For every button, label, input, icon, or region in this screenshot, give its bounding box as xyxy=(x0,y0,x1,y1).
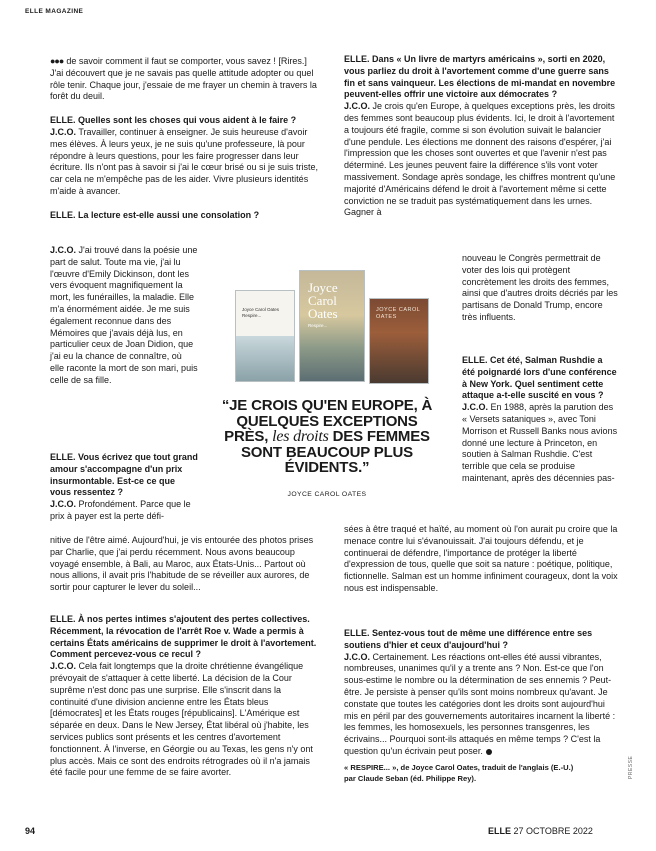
answer-2: J.C.O. J'ai trouvé dans la poésie une part de salut. Toute ma vie, j'ai lu l'œuvre d'Emily Dickinson, dont les vers évoquent magnifiquement la mort, les funérailles, la maladie. Elle m'a énormément aidée. Je me suis également reconnue dans des Mémoires que j'avais déjà lus, en particulier ceux de Joan Didion, que j'ai eu la chance de connaître, où elle raconte la mort de son mari, puis celle de sa fille. xyxy=(50,245,198,385)
page-number: 94 xyxy=(25,826,36,836)
question-3: ELLE. Vous écrivez que tout grand amour s'accompagne d'un prix insurmontable. Est-ce ce que vous ressentez ? J.C.O. Profondément. Parce que le prix à payer est la perte défi- xyxy=(50,452,198,521)
right-column xyxy=(344,54,618,219)
answer-6-continued: sées à être traqué et haïté, au moment où l'on aurait pu croire que la menace contre lui s'évanouissait. J'ai toujours défendu, et je continuerai de défendre, l'importance de protéger la liberté d'expression de tous, quelle que soit sa nature : poétique, politique, fictionnelle. Salman est un homme infiniment courageux, dont la voix nous est indispensable. xyxy=(344,524,618,593)
left-column xyxy=(50,56,322,222)
magazine-header: ELLE MAGAZINE xyxy=(25,8,84,15)
question-5: ELLE. Dans « Un livre de martyrs américains », sorti en 2020, vous parliez du droit à l'avortement comme d'une guerre sans fin et sans vainqueur. Les élections de mi-mandat en novembre peuvent-elles offrir une victoire aux démocrates ? xyxy=(344,54,616,100)
question-4: ELLE. À nos pertes intimes s'ajoutent des pertes collectives. Récemment, la révocation de l'arrêt Roe v. Wade a permis à certains États américains de supprimer le droit à l'avortement. Comment percevez-vous ce recul ? J.C.O. Cela fait longtemps que la droite chrétienne évangélique prévoyait de s'attaquer à cette liberté. La décision de la Cour suprême n'est donc pas une surprise. Elle s'inscrit dans la continuité d'une division ancienne entre les États bleus [démocrates] et les États rouges [républicains]. L'Amérique est séparée en deux. Dans le New Jersey, État libéral où j'habite, les services publics sont présents et les centres d'avortement fonctionnent. À l'inverse, en Géorgie ou au Texas, les gens n'y ont plus accès. Mais ce sont des endroits rétrogrades où il n'a jamais été facile pour une femme de se faire avorter. xyxy=(50,614,317,778)
side-label: PRESSE xyxy=(628,755,634,779)
answer-5: J.C.O. Je crois qu'en Europe, à quelques exceptions près, les droits des femmes sont beaucoup plus évidents. Ici, le droit à l'avortement a toujours été fragile, comme si son évolution suivait le balancier d'une pendule. Les élections me donnent des raisons d'espérer, j'ai l'impression que les choses sont ouvertes et que l'avenir n'est pas déterminé. Les jeunes peuvent faire la différence s'ils vont voter massivement. Sondage après sondage, les chiffres montrent qu'une majorité d'Américains défend le droit à l'avortement même si cette conviction ne se traduit pas systématiquement dans les urnes. Gagner à xyxy=(344,101,616,218)
pull-quote: “JE CROIS QU'EN EUROPE, À QUELQUES EXCEPTIONS PRÈS, les droits DES FEMMES SONT BEAUCOUP PLUS ÉVIDENTS.” xyxy=(221,397,433,477)
book-cover-2: Joyce Carol Oates Respire... xyxy=(299,270,365,382)
answer-1: J.C.O. Travailler, continuer à enseigner. Je suis heureuse d'avoir mes élèves. À leurs yeux, je ne suis qu'une professeure, là pour répondre à leurs questions, pour les faire progresser dans leur écriture. Ils n'ont pas à savoir si j'ai le cœur brisé ou si je suis triste, car cela ne m'empêche pas de les aider. Vivre plusieurs identités m'aide à avancer. xyxy=(50,126,319,196)
book-cover-3: JOYCE CAROL OATES xyxy=(369,298,429,384)
question-2: ELLE. La lecture est-elle aussi une consolation ? xyxy=(50,209,260,220)
continuation-dots: ●●● xyxy=(50,56,64,66)
footer-issue: ELLE 27 OCTOBRE 2022 xyxy=(488,826,593,836)
answer-5-continued: nouveau le Congrès permettrait de voter des lois qui protègent concrètement les droits des femmes, ainsi que d'autres droits décriés par les partisans de Donald Trump, encore très influents. xyxy=(462,253,618,322)
question-6: ELLE. Cet été, Salman Rushdie a été poignardé lors d'une conférence à New York. Quel sentiment cette attaque a-t-elle suscité en vous ? J.C.O. En 1988, après la parution des « Versets sataniques », avec Toni Morrison et Russell Banks nous avions donné une lecture à Princeton, en soutien à Salman Rushdie. C'est terrible que cela se produise maintenant, après des décennies pas- xyxy=(462,355,618,483)
answer-3-continued: nitive de l'être aimé. Aujourd'hui, je vis entourée des photos prises par Charlie, que j'ai perdu récemment. Nous avons beaucoup voyagé ensemble, à Bali, au Maroc, aux États-Unis... Partout où nous allions, il avait pris l'habitude de se réveiller aux aurores, de sortir pour capturer le lever du soleil... xyxy=(50,535,314,593)
question-7: ELLE. Sentez-vous tout de même une différence entre ses soutiens d'hier et ceux d'aujourd'hui ? J.C.O. Certainement. Les réactions ont-elles été aussi vibrantes, nombreuses, unanimes qu'il y a trente ans ? Non. Est-ce que l'on sous-estime le nombre ou la détermination de ses ennemis ? Peut-être. Je persiste à penser qu'ils sont moins nombreux qu'avant. Je constate que toutes les catégories dont les droits sont aujourd'hui mis en péril par des gouvernements autoritaires incarnent la liberté : les femmes, les homosexuels, les personnes transgenres, les écrivains... Pourquoi sont-ils attaqués en même temps ? C'est la question qu'un écrivain peut poser. « RESPIRE... », de Joyce Carol Oates, traduit de l'anglais (E.-U.) par Claude Seban (éd. Philippe Rey). xyxy=(344,628,618,784)
book-credit: « RESPIRE... », de Joyce Carol Oates, traduit de l'anglais (E.-U.) par Claude Seban (éd. Philippe Rey). xyxy=(344,762,574,783)
book-cover-1: Joyce Carol Oates Respire... xyxy=(235,290,295,382)
question-1: ELLE. Quelles sont les choses qui vous aident à le faire ? xyxy=(50,115,297,126)
book-covers xyxy=(235,262,447,385)
end-mark-icon xyxy=(486,749,492,755)
intro-paragraph: ●●● de savoir comment il faut se comporter, vous savez ! [Rires.] J'ai découvert que je ne savais pas quelle attitude adopter ou quel rôle tenir. Chaque jour, j'essaie de me frayer un chemin à travers la forêt du deuil. xyxy=(50,56,317,102)
pull-quote-author: JOYCE CAROL OATES xyxy=(287,491,367,498)
